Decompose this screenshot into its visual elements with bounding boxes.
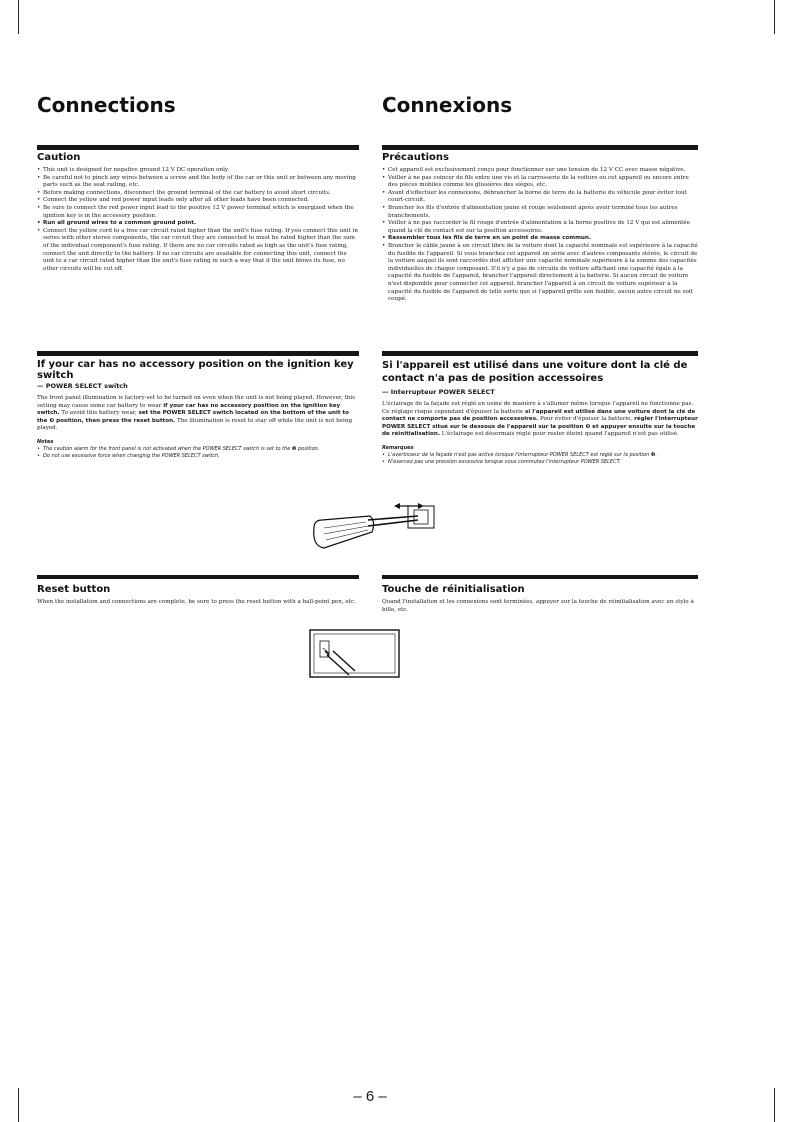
crop-mark (774, 0, 775, 34)
accessory-section-fr (382, 359, 698, 465)
body-text: To avoid this battery wear, (61, 410, 137, 417)
body-emphasis: if your car has no accessory position on the ignition key switch. (37, 402, 341, 417)
page-number: – 6 – (353, 1088, 387, 1105)
crop-mark (774, 1088, 775, 1122)
accessory-heading: Si l'appareil est utilisé dans une voiture dont la clé de contact n'a pas de position accessoires (382, 360, 688, 384)
caution-item: • Be careful not to pinch any wires between a screw and the body of the car or this unit or between any moving parts such as the seat railing, etc. (37, 175, 359, 190)
body-text: L'éclairage est désormais réglé pour rester éteint quand l'appareil n'est pas utilisé. (441, 431, 679, 438)
notes-heading: Remarques (382, 444, 414, 451)
reset-heading: Touche de réinitialisation (382, 584, 525, 595)
caution-list (37, 167, 359, 273)
section-bar (382, 145, 698, 150)
caution-heading: Caution (37, 152, 81, 163)
body-emphasis: si l'appareil est utilisé dans une voiture dont la clé de contact ne comporte pas de position accessoires. (382, 408, 696, 423)
accessory-heading: If your car has no accessory position on the ignition key switch (37, 359, 354, 381)
crop-mark (18, 1088, 19, 1122)
accessory-body (382, 401, 698, 439)
caution-item: • Cet appareil est exclusivement conçu pour fonctionner sur une tension de 12 V CC avec masse négative. (382, 167, 698, 175)
notes-list (37, 446, 359, 459)
accessory-section-en (37, 359, 359, 459)
caution-section-fr (382, 152, 698, 304)
caution-item: • This unit is designed for negative ground 12 V DC operation only. (37, 167, 359, 175)
crop-mark (18, 0, 19, 34)
screwdriver-switch-illustration (310, 498, 450, 558)
accessory-subheading: — POWER SELECT switch (37, 382, 128, 390)
section-bar (382, 575, 698, 579)
body-text: The front panel illumination is factory-set to be turned on even when the unit is not being played. However, this setting may cause some car battery to wear (37, 395, 356, 409)
caution-heading: Précautions (382, 152, 449, 163)
body-emphasis: régler l'interrupteur POWER SELECT situé sur le dessous de l'appareil sur la position ❸ et appuyer ensuite sur la touche de réinitialisation. (382, 416, 698, 438)
reset-section-en (37, 584, 359, 607)
caution-item: • Brancher les fils d'entrée d'alimentation jaune et rouge seulement après avoir terminé tous les autres branchements. (382, 205, 698, 220)
caution-item: • Avant d'effectuer les connexions, débrancher la borne de terre de la batterie du véhicule pour éviter tout court-circuit. (382, 190, 698, 205)
caution-section-en (37, 152, 359, 273)
reset-text: When the installation and connections are complete, be sure to press the reset button with a ball-point pen, etc. (37, 599, 356, 605)
caution-item: • Veiller à ne pas coincer de fils entre une vis et la carrosserie de la voiture ou cet appareil ou encore entre des pièces mobiles comme les glissières des sièges, etc. (382, 175, 698, 190)
note-item: • The caution alarm for the front panel is not activated when the POWER SELECT switch is set to the ❸ position. (37, 446, 359, 453)
caution-item: • Veiller à ne pas raccorder le fil rouge d'entrée d'alimentation à la borne positive de 12 V qui est alimentée quand la clé de contact est sur la position accessoires. (382, 220, 698, 235)
page-title-en: Connections (37, 93, 176, 117)
section-bar (37, 351, 359, 356)
caution-list (382, 167, 698, 304)
accessory-body (37, 395, 359, 433)
caution-item: • Run all ground wires to a common ground point. (37, 220, 359, 228)
section-bar (382, 351, 698, 356)
body-text: Pour éviter d'épuiser la batterie, (539, 416, 633, 423)
body-text: L'éclairage de la façade est réglé en usine de manière à s'allumer même lorsque l'appareil ne fonctionne pas. Ce réglage risque cependant d'épuiser la batterie (382, 401, 694, 415)
caution-item: • Brancher le câble jaune à un circuit libre de la voiture dont la capacité nominale est supérieure à la capacité du fusible de l'appareil. Si vous branchez cet appareil en série avec d'autres composants stéréo, le circuit de la voiture auquel ils sont raccordés doit afficher une capacité nominale supérieure à la somme des capacités individuelles de chaque composant. S'il n'y a pas de circuits de voiture affichant une capacité égale à la capacité du fusible de l'appareil, brancher l'appareil directement à la batterie. Si aucun circuit de voiture n'est disponible pour connecter cet appareil, brancher l'appareil à un circuit de voiture supérieur à la capacité du fusible de l'appareil de telle sorte que si l'appareil grille son fusible, aucun autre circuit ne soit coupé. (382, 243, 698, 304)
note-item: • N'exercez pas une pression excessive lorsque vous commutez l'interrupteur POWER SELECT. (382, 459, 698, 466)
section-bar (37, 145, 359, 150)
reset-section-fr (382, 584, 698, 614)
caution-item: • Connect the yellow cord to a free car circuit rated higher than the unit's fuse rating. If you connect this unit in series with other stereo components, the car circuit they are connected to must be rated higher than the sum of the individual component's fuse rating. If there are no car circuits rated as high as the unit's fuse rating, connect the unit directly to the battery. If no car circuits are available for connecting this unit, connect the unit to a car circuit rated higher than the unit's fuse rating in such a way that if the unit blows its fuse, no other circuits will be cut off. (37, 228, 359, 274)
caution-item: • Be sure to connect the red power input lead to the positive 12 V power terminal which is energized when the ignition key is in the accessory position. (37, 205, 359, 220)
notes-heading: Notes (37, 438, 54, 445)
notes-list (382, 452, 698, 465)
caution-item: • Connect the yellow and red power input leads only after all other leads have been connected. (37, 197, 359, 205)
note-item: • L'avertisseur de la façade n'est pas activé lorsque l'interrupteur POWER SELECT est réglé sur la position ❸. (382, 452, 698, 459)
body-emphasis: set the POWER SELECT switch located on the bottom of the unit to the ❸ position, then press the reset button. (37, 410, 350, 424)
section-bar (37, 575, 359, 579)
page-title-fr: Connexions (382, 93, 513, 117)
reset-heading: Reset button (37, 584, 111, 595)
reset-button-illustration (309, 629, 401, 681)
accessory-subheading: — Interrupteur POWER SELECT (382, 388, 495, 396)
caution-item: • Before making connections, disconnect the ground terminal of the car battery to avoid short circuits. (37, 190, 359, 198)
caution-item: • Rassembler tous les fils de terre en un point de masse commun. (382, 235, 698, 243)
note-item: • Do not use excessive force when changing the POWER SELECT switch. (37, 453, 359, 460)
body-text: The illumination is reset to stay off while the unit is not being played. (37, 417, 353, 432)
reset-text: Quand l'installation et les connexions sont terminées, appuyer sur la touche de réinitialisation avec un stylo à bille, etc. (382, 599, 694, 613)
